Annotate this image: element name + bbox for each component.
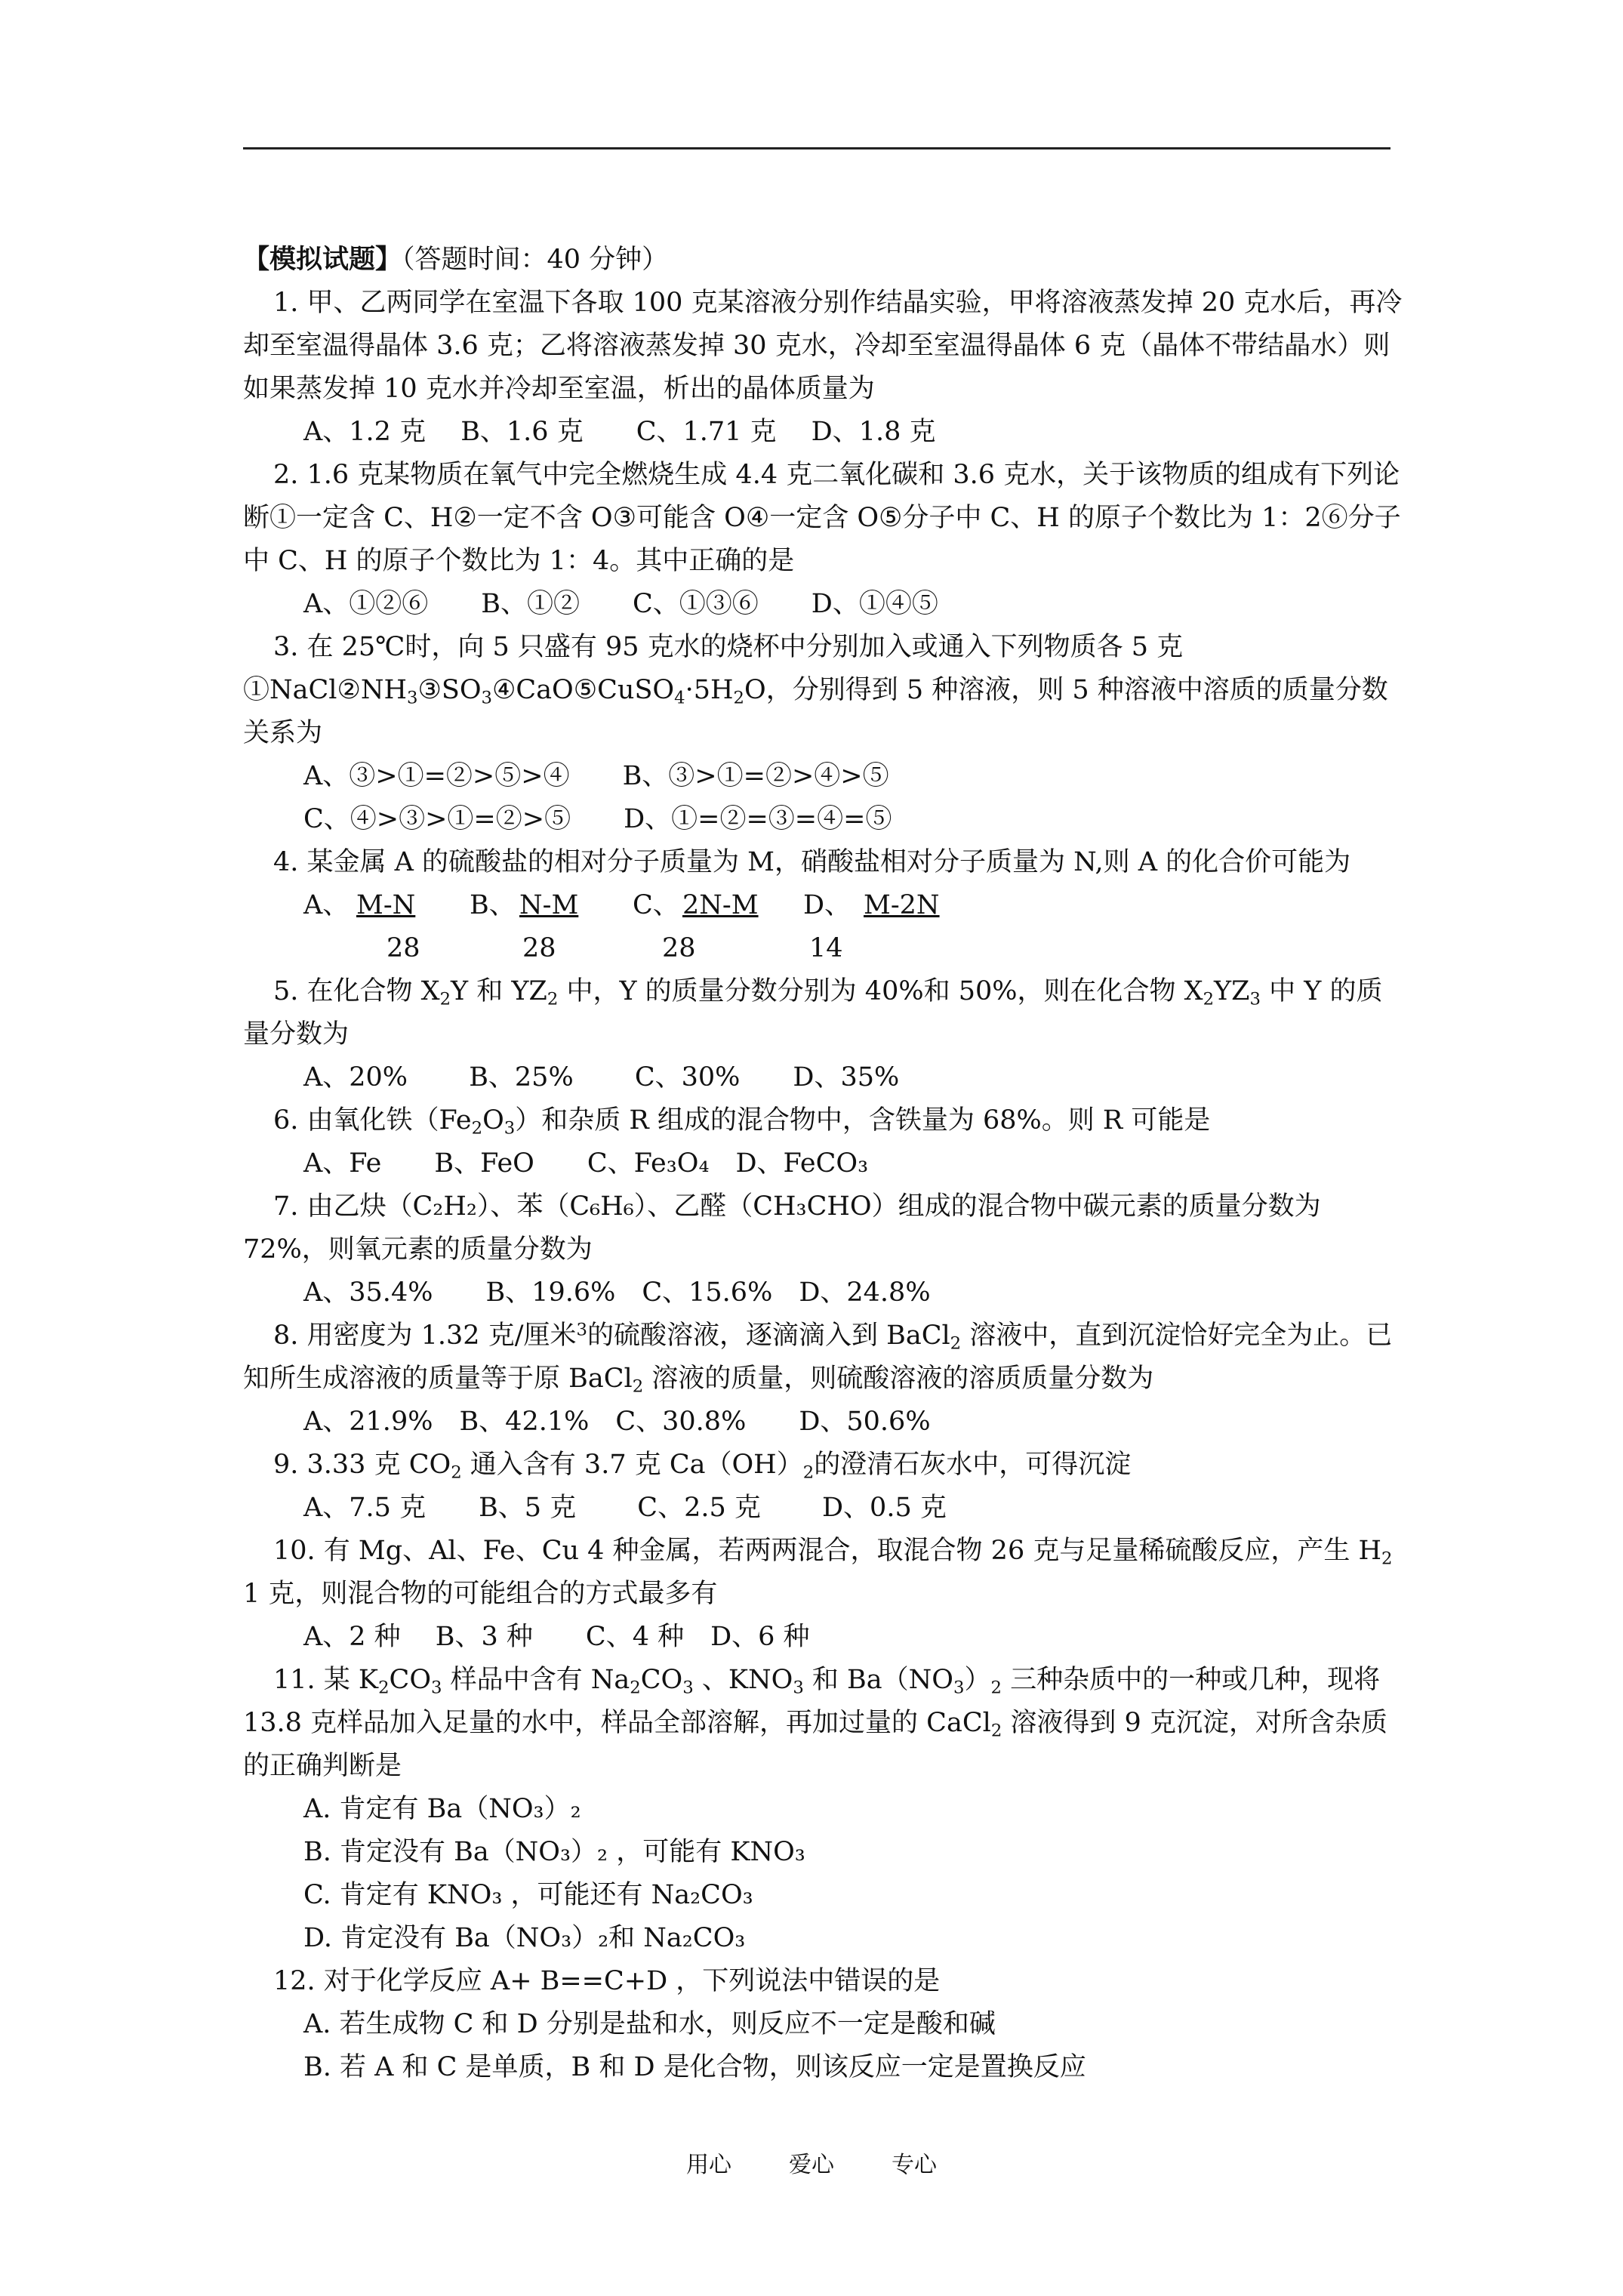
q4-den-d: 14 xyxy=(809,933,843,963)
q5-text-e: 中 Y 的质量分数为 xyxy=(243,976,1383,1049)
q4-num-a: M-N xyxy=(356,890,416,920)
q3-sub: 4 xyxy=(674,688,685,708)
q10-sub: 2 xyxy=(1381,1549,1393,1569)
q11-sub: 3 xyxy=(431,1678,442,1698)
q6-text-b: O xyxy=(482,1105,504,1136)
q3-text-b: ③SO xyxy=(417,675,482,705)
q8-text-a: 8. 用密度为 1.32 克/厘米 xyxy=(273,1321,577,1351)
question-7-options: A、35.4% B、19.6% C、15.6% D、24.8% xyxy=(303,1277,931,1308)
question-10 xyxy=(243,1530,1406,1616)
q9-sub: 2 xyxy=(802,1462,815,1483)
q8-sup: 3 xyxy=(576,1320,587,1340)
q8-text-b: 的硫酸溶液，逐滴滴入到 BaCl xyxy=(587,1321,950,1351)
q5-text-d: YZ xyxy=(1214,976,1250,1006)
q6-sub: 3 xyxy=(504,1118,516,1139)
footer-text-2: 爱心 xyxy=(789,2152,834,2178)
section-heading xyxy=(243,238,1406,282)
question-12: 12. 对于化学反应 A+ B==C+D ，下列说法中错误的是 xyxy=(273,1966,941,1996)
question-3 xyxy=(243,626,1406,755)
question-6 xyxy=(243,1099,1406,1142)
q5-sub: 3 xyxy=(1249,989,1261,1009)
q6-text-c: ）和杂质 R 组成的混合物中，含铁量为 68%。则 R 可能是 xyxy=(515,1105,1211,1136)
header-rule xyxy=(243,147,1390,149)
q4-num-b: N-M xyxy=(519,890,579,920)
q5-text-b: Y 和 YZ xyxy=(451,976,547,1006)
question-11 xyxy=(243,1659,1406,1788)
q4-label-c: C、 xyxy=(633,890,679,920)
footer-text-1: 用心 xyxy=(686,2152,731,2178)
q3-text-c: ④CaO⑤CuSO xyxy=(492,675,675,705)
question-4-denominators xyxy=(243,927,1406,970)
question-9 xyxy=(243,1444,1406,1487)
q6-text-a: 6. 由氧化铁（Fe xyxy=(273,1105,472,1136)
q10-text-a: 10. 有 Mg、Al、Fe、Cu 4 种金属，若两两混合，取混合物 26 克与足量稀硫酸反应，产生 H xyxy=(273,1536,1381,1566)
question-4-numerators xyxy=(243,884,1406,927)
q4-den-c: 28 xyxy=(662,933,696,963)
q3-sub: 2 xyxy=(733,688,745,708)
question-6-options: A、Fe B、FeO C、Fe₃O₄ D、FeCO₃ xyxy=(303,1148,869,1179)
q3-sub: 3 xyxy=(407,688,418,708)
q11-text-f: 和 Ba（NO xyxy=(803,1665,953,1695)
q11-text-c: 样品中含有 Na xyxy=(442,1665,630,1695)
q5-sub: 2 xyxy=(1203,989,1215,1009)
q3-sub: 3 xyxy=(481,688,493,708)
q5-sub: 2 xyxy=(439,989,451,1009)
q4-label-a: A、 xyxy=(303,890,350,920)
question-12-option-b: B. 若 A 和 C 是单质，B 和 D 是化合物，则该反应一定是置换反应 xyxy=(303,2052,1086,2082)
q3-text-a: 3. 在 25℃时，向 5 只盛有 95 克水的烧杯中分别加入或通入下列物质各 5 克①NaCl②NH xyxy=(243,632,1184,705)
q8-text-c: 溶液中，直到沉淀恰好完全为止。已知所生成溶液的质量等于原 BaCl xyxy=(243,1321,1393,1394)
q9-text-a: 9. 3.33 克 CO xyxy=(273,1450,451,1480)
question-2-options: A、①②⑥ B、①② C、①③⑥ D、①④⑤ xyxy=(303,589,938,619)
question-11-option-a: A. 肯定有 Ba（NO₃）₂ xyxy=(303,1794,581,1824)
q11-sub: 3 xyxy=(953,1678,965,1698)
q11-text-e: 、KNO xyxy=(693,1665,793,1695)
q3-text-e: O，分别得到 5 种溶液，则 5 种溶液中溶质的质量分数关系为 xyxy=(243,675,1388,748)
q9-text-c: 的澄清石灰水中，可得沉淀 xyxy=(814,1450,1132,1480)
q11-sub: 2 xyxy=(630,1678,641,1698)
q11-text-b: CO xyxy=(389,1665,432,1695)
q8-text-d: 溶液的质量，则硫酸溶液的溶质质量分数为 xyxy=(643,1364,1154,1394)
question-7: 7. 由乙炔（C₂H₂）、苯（C₆H₆）、乙醛（CH₃CHO）组成的混合物中碳元素的质量分数为 72%，则氧元素的质量分数为 xyxy=(243,1191,1321,1265)
q11-sub: 3 xyxy=(793,1678,804,1698)
q11-text-i: 溶液得到 9 克沉淀，对所含杂质的正确判断是 xyxy=(243,1708,1387,1781)
question-11-option-b: B. 肯定没有 Ba（NO₃）₂ ，可能有 KNO₃ xyxy=(303,1837,805,1867)
question-11-option-c: C. 肯定有 KNO₃ ，可能还有 Na₂CO₃ xyxy=(303,1880,753,1910)
q10-text-b: 1 克，则混合物的可能组合的方式最多有 xyxy=(243,1579,718,1609)
document-body xyxy=(243,238,1406,2089)
q4-num-c: 2N-M xyxy=(682,890,759,920)
q4-num-d: M-2N xyxy=(864,890,940,920)
heading-title: 【模拟试题】 xyxy=(243,244,402,275)
q5-text-a: 5. 在化合物 X xyxy=(273,976,440,1006)
q6-sub: 2 xyxy=(471,1118,483,1139)
question-10-options: A、2 种 B、3 种 C、4 种 D、6 种 xyxy=(303,1622,810,1652)
q11-text-h: 三种杂质中的一种或几种，现将 13.8 克样品加入足量的水中，样品全部溶解，再加过量的 CaCl xyxy=(243,1665,1381,1738)
question-5 xyxy=(243,970,1406,1056)
question-8 xyxy=(243,1314,1406,1401)
question-12-option-a: A. 若生成物 C 和 D 分别是盐和水，则反应不一定是酸和碱 xyxy=(303,2009,996,2039)
q4-den-a: 28 xyxy=(387,933,420,963)
q11-text-d: CO xyxy=(640,1665,683,1695)
q8-sub: 2 xyxy=(632,1376,644,1397)
heading-time: （答题时间：40 分钟） xyxy=(402,245,669,275)
q11-sub: 2 xyxy=(990,1678,1002,1698)
q11-text-g: ） xyxy=(964,1665,991,1695)
question-3-options-1: A、③>①=②>⑤>④ B、③>①=②>④>⑤ xyxy=(303,761,889,791)
q4-den-b: 28 xyxy=(522,933,556,963)
q3-text-d: ·5H xyxy=(685,675,734,705)
q9-sub: 2 xyxy=(451,1462,462,1483)
question-11-option-d: D. 肯定没有 Ba（NO₃）₂和 Na₂CO₃ xyxy=(303,1923,746,1953)
question-5-options: A、20% B、25% C、30% D、35% xyxy=(303,1062,900,1093)
q11-sub: 2 xyxy=(378,1678,390,1698)
question-2: 2. 1.6 克某物质在氧气中完全燃烧生成 4.4 克二氧化碳和 3.6 克水，关于该物质的组成有下列论断①一定含 C、H②一定不含 O③可能含 O④一定含 O⑤分子中 C、H 的原子个数比为 1：2⑥分子中 C、H 的原子个数比为 1：4。其中正确的是 xyxy=(243,460,1401,576)
q5-sub: 2 xyxy=(547,989,559,1009)
q4-label-d: D、 xyxy=(803,890,852,920)
page-footer xyxy=(0,2146,1623,2179)
footer-text-3: 专心 xyxy=(892,2152,937,2178)
question-8-options: A、21.9% B、42.1% C、30.8% D、50.6% xyxy=(303,1407,931,1437)
q11-sub: 3 xyxy=(682,1678,694,1698)
question-1-options: A、1.2 克 B、1.6 克 C、1.71 克 D、1.8 克 xyxy=(303,417,936,447)
q8-sub: 2 xyxy=(950,1333,962,1354)
q5-text-c: 中，Y 的质量分数分别为 40%和 50%，则在化合物 X xyxy=(558,976,1203,1006)
q11-text-a: 11. 某 K xyxy=(273,1665,379,1695)
question-3-options-2: C、④>③>①=②>⑤ D、①=②=③=④=⑤ xyxy=(303,804,892,834)
q9-text-b: 通入含有 3.7 克 Ca（OH） xyxy=(461,1450,803,1480)
q11-sub: 2 xyxy=(990,1721,1002,1741)
question-9-options: A、7.5 克 B、5 克 C、2.5 克 D、0.5 克 xyxy=(303,1493,947,1523)
question-1: 1. 甲、乙两同学在室温下各取 100 克某溶液分别作结晶实验，甲将溶液蒸发掉 20 克水后，再冷却至室温得晶体 3.6 克；乙将溶液蒸发掉 30 克水，冷却至室温得晶体 6 克（晶体不带结晶水）则如果蒸发掉 10 克水并冷却至室温，析出的晶体质量为 xyxy=(243,288,1403,404)
question-4: 4. 某金属 A 的硫酸盐的相对分子质量为 M，硝酸盐相对分子质量为 N,则 A 的化合价可能为 xyxy=(273,847,1351,877)
q4-label-b: B、 xyxy=(470,890,516,920)
